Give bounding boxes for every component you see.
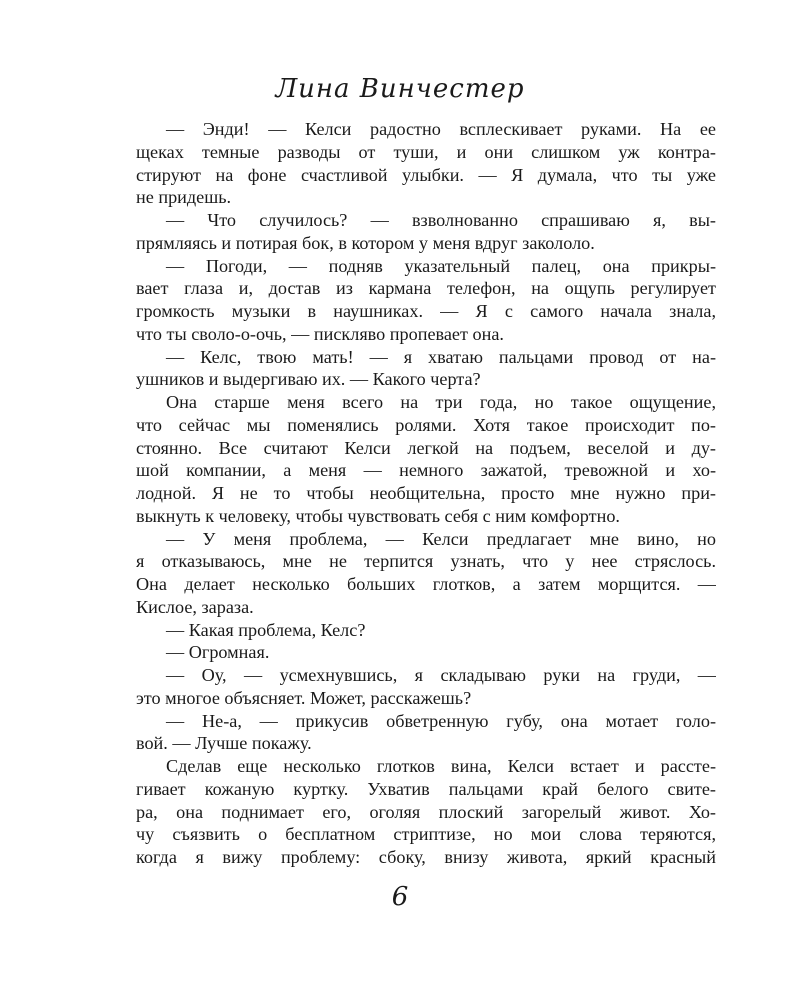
text-line: — Келс, твою мать! — я хватаю пальцами провод от на- — [166, 346, 716, 367]
text-line: что сейчас мы поменялись ролями. Хотя такое происходит по- — [136, 414, 716, 435]
text-line: — Энди! — Келси радостно всплескивает руками. На ее — [166, 119, 716, 139]
text-line: — У меня проблема, — Келси предлагает мне вино, но — [166, 528, 716, 549]
text-line: Она делает несколько больших глотков, а затем морщится. — — [136, 574, 716, 594]
text-line: — Не-а, — прикусив обветренную губу, она мотает голо- — [166, 710, 716, 731]
text-line: ушников и выдергиваю их. — Какого черта? — [136, 369, 481, 390]
text-line: прямляясь и потирая бок, в котором у меня вдруг закололо. — [136, 232, 595, 253]
text-line: чу съязвить о бесплатном стриптизе, но мои слова теряются, — [136, 824, 716, 845]
text-line: Она старше меня всего на три года, но такое ощущение, — [166, 392, 716, 412]
text-line: Сделав еще несколько глотков вина, Келси встает и рассте- — [166, 756, 716, 776]
text-line: стоянно. Все считают Келси легкой на подъем, веселой и ду- — [136, 437, 716, 458]
text-line: вой. — Лучше покажу. — [136, 733, 312, 754]
body-text — [136, 118, 716, 869]
text-line: что ты своло-о-очь, — пискляво пропевает она. — [136, 323, 504, 344]
text-line: вает глаза и, достав из кармана телефон, на ощупь регулирует — [136, 278, 716, 299]
text-line: — Оу, — усмехнувшись, я складываю руки на груди, — — [166, 665, 716, 685]
text-line: громкость музыки в наушниках. — Я с самого начала знала, — [136, 301, 716, 321]
text-line: лодной. Я не то чтобы необщительна, просто мне нужно при- — [136, 483, 716, 503]
text-line: ра, она поднимает его, оголяя плоский загорелый живот. Хо- — [136, 801, 716, 822]
text-line: — Что случилось? — взволнованно спрашиваю я, вы- — [166, 210, 716, 230]
text-line: щеках темные разводы от туши, и они слишком уж контра- — [136, 141, 716, 162]
running-header-author: Лина Винчестер — [275, 74, 525, 104]
text-line: когда я вижу проблему: сбоку, внизу живота, яркий красный — [136, 847, 716, 867]
text-line: гивает кожаную куртку. Ухватив пальцами край белого свите- — [136, 778, 716, 799]
text-line: шой компании, а меня — немного зажатой, тревожной и хо- — [136, 460, 716, 481]
text-line: я отказываюсь, мне не терпится узнать, что у нее стряслось. — [136, 551, 716, 572]
text-line: это многое объясняет. Может, расскажешь? — [136, 687, 472, 708]
text-line: Кислое, зараза. — [136, 596, 254, 617]
text-line: — Какая проблема, Келс? — [166, 619, 366, 640]
text-line: не придешь. — [136, 187, 232, 208]
text-line: стируют на фоне счастливой улыбки. — Я думала, что ты уже — [136, 164, 716, 185]
text-line: выкнуть к человеку, чтобы чувствовать себя с ним комфортно. — [136, 505, 620, 526]
text-line: — Огромная. — [166, 642, 270, 663]
page-number: 6 — [391, 882, 409, 912]
text-line: — Погоди, — подняв указательный палец, она прикры- — [166, 255, 716, 276]
